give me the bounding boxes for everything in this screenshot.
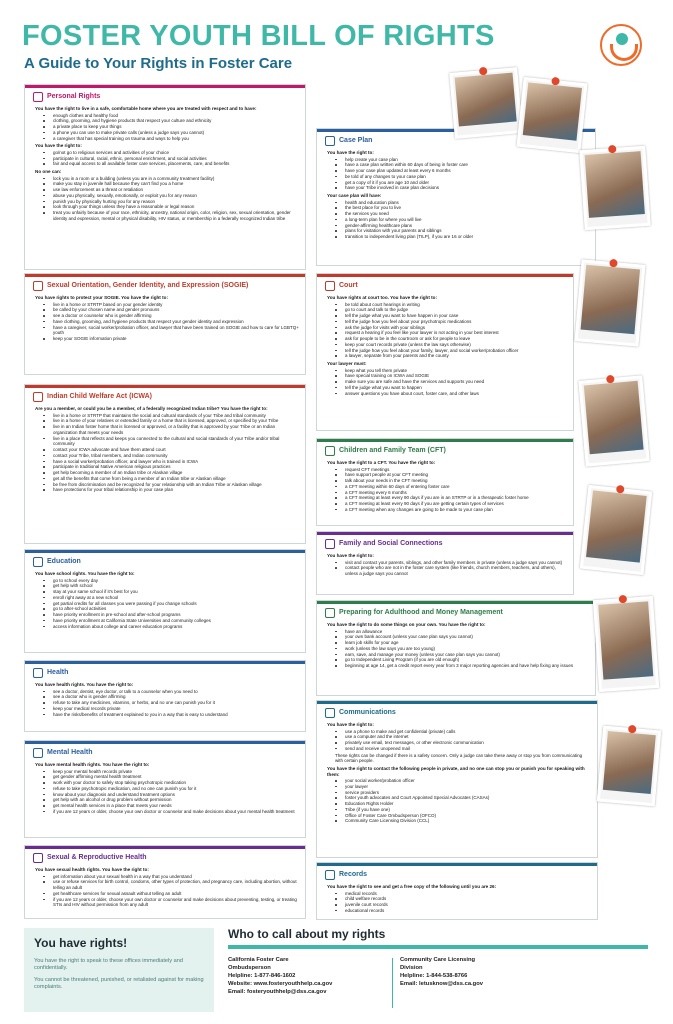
list-item: the services you need xyxy=(331,211,589,217)
list-item: make you stay in juvenile hall because they can't find you a home xyxy=(39,181,299,187)
list-item: get all the benefits that come from being a member of an Indian tribe or Alaskan village xyxy=(39,476,299,482)
section-title: Preparing for Adulthood and Money Management xyxy=(339,608,503,616)
section-title: Family and Social Connections xyxy=(339,539,443,547)
list-item: Community Care Licensing Division (CCL) xyxy=(331,818,591,824)
page-subtitle: A Guide to Your Rights in Foster Care xyxy=(24,55,293,72)
who-to-call-title: Who to call about my rights xyxy=(228,927,386,941)
feather-icon xyxy=(33,392,43,402)
contact-name: Ombudsperson xyxy=(228,965,271,972)
list-item: live in an Indian foster home that is licensed or approved, or a facility that is approved by your Tribe or an Indian organization that meets your needs xyxy=(39,424,299,436)
rights-list xyxy=(331,629,589,669)
contact-name: California Foster Care xyxy=(228,957,289,963)
list-item: service providers xyxy=(331,790,591,796)
list-item: child welfare records xyxy=(331,896,591,902)
list-item: transition to independent living plan (TILP), if you are 16 or older xyxy=(331,234,589,240)
list-item: live in a home of your relatives or extended family or a home that is licensed, approved, or specified by your Tribe xyxy=(39,418,299,424)
section-subheading: You have the right to: xyxy=(327,553,374,558)
gavel-icon xyxy=(325,281,335,291)
mental-health-section xyxy=(24,740,306,838)
rights-list xyxy=(331,729,591,752)
divider xyxy=(228,945,648,949)
list-item: be free from discrimination and be recognized for your relationship with an Indian Tribe or Alaskan village xyxy=(39,482,299,488)
icwa-section xyxy=(24,384,306,544)
divider xyxy=(392,958,393,1008)
section-subheading: Your case plan will have: xyxy=(327,193,382,198)
section-subheading: You have the right to live in a safe, comfortable home where you are treated with respect and to have: xyxy=(35,106,257,111)
list-item: Education Rights Holder xyxy=(331,801,591,807)
list-item: abuse you physically, sexually, emotionally, or exploit you for any reason xyxy=(39,193,299,199)
list-item: go to Independent Living Program (if you are old enough) xyxy=(331,657,589,663)
list-item: juvenile court records xyxy=(331,902,591,908)
book-icon xyxy=(33,557,43,567)
section-title: Records xyxy=(339,870,368,878)
list-item: earn, save, and manage your money (unless your case plan says you cannot) xyxy=(331,652,589,658)
list-item: know about your diagnosis and understand treatment options xyxy=(39,792,299,798)
list-item: have an allowance xyxy=(331,629,589,635)
section-subheading: You have sexual health rights. You have the right to: xyxy=(35,867,149,872)
page-title: FOSTER YOUTH BILL OF RIGHTS xyxy=(22,20,495,52)
list-item: have a social worker/probation officer, and lawyer who is trained in ICWA xyxy=(39,459,299,465)
list-item: enough clothes and healthy food xyxy=(39,113,299,119)
section-title: Court xyxy=(339,281,358,289)
rights-list xyxy=(331,891,591,914)
list-item: work (unless the law says you are too young) xyxy=(331,646,589,652)
youth-photo xyxy=(517,77,588,153)
youth-photo xyxy=(578,375,649,466)
list-item: fair and equal access to all available foster care services, placements, care, and benefits xyxy=(39,161,299,167)
list-item: a CFT meeting every 6 months xyxy=(331,490,567,496)
health-section xyxy=(24,660,306,732)
records-section xyxy=(316,862,598,920)
list-item: participate in cultural, racial, ethnic, personal enrichment, and social activities xyxy=(39,156,299,162)
list-item: a CFT meeting within 60 days of entering foster care xyxy=(331,484,567,490)
list-item: tell the judge how you feel about your family, lawyer, and social worker/probation officer xyxy=(331,348,567,354)
list-item: tell the judge what you want to happen xyxy=(331,385,567,391)
list-item: send and receive unopened mail xyxy=(331,746,591,752)
list-item: go to school every day xyxy=(39,578,299,584)
section-subheading: Are you a member, or could you be a member, of a federally recognized Indian tribe? You have the right to: xyxy=(35,406,268,411)
youth-photo xyxy=(575,259,646,346)
sogie-section xyxy=(24,273,306,375)
youth-photo xyxy=(449,67,522,139)
stethoscope-icon xyxy=(33,668,43,678)
list-item: help create your case plan xyxy=(331,157,589,163)
contact-phone[interactable]: Helpline: 1-877-846-1602 xyxy=(228,973,296,980)
personal-rights-section xyxy=(24,84,306,270)
rights-box-title: You have rights! xyxy=(34,936,128,950)
section-subheading: You have the right to: xyxy=(327,722,374,727)
list-item: a phone you can use to make private calls (unless a judge says you cannot) xyxy=(39,130,299,136)
list-item: keep your medical records private xyxy=(39,706,299,712)
list-item: Tribe (if you have one) xyxy=(331,807,591,813)
phone-icon xyxy=(325,708,335,718)
rights-list xyxy=(331,368,567,397)
rights-list xyxy=(39,689,299,718)
list-item: have special training on ICWA and SOGIE xyxy=(331,373,567,379)
rights-list xyxy=(39,113,299,142)
clipboard-icon xyxy=(325,136,335,146)
logo-icon xyxy=(600,24,642,66)
list-item: get mental health services in a place that meets your needs xyxy=(39,803,299,809)
rights-list xyxy=(39,302,299,342)
rights-list xyxy=(39,150,299,167)
list-item: if you are 12 years or older, choose your own doctor or counselor and make decisions about preventing, testing, or treating STIs and HIV without permission from any adult xyxy=(39,897,299,909)
list-item: be told about court hearings in writing xyxy=(331,302,567,308)
section-title: Children and Family Team (CFT) xyxy=(339,446,446,454)
list-item: have clothing, grooming, and hygiene products that respect your gender identity and expression xyxy=(39,319,299,325)
youth-photo xyxy=(580,485,652,575)
section-title: Education xyxy=(47,557,81,565)
rights-box-text: You have the right to speak to these offices immediately and confidentially. xyxy=(34,958,183,972)
list-item: have priority enrollment at California State Universities and community colleges xyxy=(39,618,299,624)
folder-icon xyxy=(325,870,335,880)
list-item: lock you in a room or a building (unless you are in a community treatment facility) xyxy=(39,176,299,182)
list-item: privately use email, text messages, or other electronic communication xyxy=(331,740,591,746)
list-item: answer questions you have about court, foster care, and other laws xyxy=(331,391,567,397)
youth-photo xyxy=(597,726,661,807)
list-item: get help with school xyxy=(39,583,299,589)
rights-list xyxy=(331,200,589,240)
rights-list xyxy=(331,560,567,577)
list-item: get help with an alcohol or drug problem without permission xyxy=(39,797,299,803)
education-section xyxy=(24,549,306,653)
list-item: contact your ICWA advocate and have them attend court xyxy=(39,447,299,453)
list-item: keep what you tell them private xyxy=(331,368,567,374)
family-connections-section xyxy=(316,531,574,595)
list-item: request CFT meetings xyxy=(331,467,567,473)
list-item: the best place for you to live xyxy=(331,205,589,211)
list-item: treat you unfairly because of your race, ethnicity, ancestry, national origin, color, religion, sex, sexual orientation, gender identity and expression, mental or physical disability, HIV status, or membership in a federally recognized Indian tribe xyxy=(39,210,299,222)
list-item: use a computer and the internet xyxy=(331,734,591,740)
section-subheading: You have health rights. You have the right to: xyxy=(35,682,134,687)
section-title: Communications xyxy=(339,708,396,716)
court-section xyxy=(316,273,574,431)
section-subheading: You have the right to contact the following people in private, and no one can stop you or punish you for speaking with them: xyxy=(327,766,585,777)
list-item: keep your mental health records private xyxy=(39,769,299,775)
list-item: keep your SOGIE information private xyxy=(39,336,299,342)
brain-icon xyxy=(33,748,43,758)
contact-email[interactable]: Email: fosteryouthhelp@dss.ca.gov xyxy=(228,989,327,996)
section-subheading: You have the right to: xyxy=(35,143,82,149)
rights-box-text: You cannot be threatened, punished, or retaliated against for making complaints. xyxy=(34,976,204,990)
section-title: Indian Child Welfare Act (ICWA) xyxy=(47,392,153,400)
list-item: have your case plan updated at least every 6 months xyxy=(331,168,589,174)
rights-list xyxy=(331,778,591,824)
rights-list xyxy=(39,578,299,630)
list-item: keep your court records private (unless the law says otherwise) xyxy=(331,342,567,348)
section-subheading: You have the right to: xyxy=(327,150,374,155)
list-item: plans for visitation with your parents and siblings xyxy=(331,228,589,234)
list-item: use or refuse services for birth control, condoms, other types of protection, and pregnancy care, including abortion, without telling an adult xyxy=(39,879,299,891)
list-item: your own bank account (unless your case plan says you cannot) xyxy=(331,634,589,640)
list-item: get help becoming a member of an Indian tribe or Alaskan village xyxy=(39,470,299,476)
contact-name: Division xyxy=(400,965,423,972)
list-item: get gender affirming mental health treatment xyxy=(39,774,299,780)
list-item: access information about college and career education programs xyxy=(39,624,299,630)
list-item: a caregiver that has special training on trauma and ways to help you xyxy=(39,136,299,142)
list-item: educational records xyxy=(331,908,591,914)
list-item: your lawyer xyxy=(331,784,591,790)
list-item: learn job skills for your age xyxy=(331,640,589,646)
section-subheading: You have the right to see and get a free copy of the following until you are 26: xyxy=(327,884,497,889)
shield-icon xyxy=(33,853,43,863)
section-title: Health xyxy=(47,668,69,676)
list-item: see a doctor or counselor who is gender affirming xyxy=(39,313,299,319)
team-icon xyxy=(325,446,335,456)
list-item: look through your things unless they have a reasonable or legal reason xyxy=(39,204,299,210)
contact-name: Community Care Licensing xyxy=(400,957,476,963)
section-title: Personal Rights xyxy=(47,92,101,100)
list-item: a CFT meeting at least every 90 days if you are getting certain types of services xyxy=(331,501,567,507)
rights-list xyxy=(331,302,567,360)
list-item: get information about your sexual health in a way that you understand xyxy=(39,874,299,880)
contact-website[interactable]: Website: www.fosteryouthhelp.ca.gov xyxy=(228,981,333,988)
section-note: These rights can be changed if there is a safety concern. Only a judge can take these away or stop you from communicating with certain people. xyxy=(335,752,583,764)
list-item: punish you by physically hurting you for any reason xyxy=(39,199,299,205)
list-item: get healthcare services for sexual assault without telling an adult xyxy=(39,891,299,897)
list-item: a long-term plan for where you will live xyxy=(331,217,589,223)
list-item: clothing, grooming, and hygiene products that respect your culture and ethnicity xyxy=(39,118,299,124)
list-item: go to after-school activities xyxy=(39,606,299,612)
list-item: medical records xyxy=(331,891,591,897)
section-subheading: No one can: xyxy=(35,169,62,174)
list-item: refuse to take psychotropic medication, and no one can punish you for it xyxy=(39,786,299,792)
list-item: be called by your chosen name and gender pronouns xyxy=(39,307,299,313)
list-item: if you are 12 years or older, choose your own doctor or counselor and make decisions about your mental health treatment xyxy=(39,809,299,815)
section-subheading: You have rights to protect your SOGIE. You have the right to: xyxy=(35,295,168,300)
list-item: a lawyer, separate from your parents and the county xyxy=(331,353,567,359)
section-subheading: You have rights at court too. You have the right to: xyxy=(327,295,437,300)
you-have-rights-box xyxy=(24,928,214,1012)
cft-section xyxy=(316,438,574,526)
section-title: Sexual Orientation, Gender Identity, and Expression (SOGIE) xyxy=(47,281,249,289)
rights-list xyxy=(331,467,567,513)
section-subheading: You have school rights. You have the right to: xyxy=(35,571,135,576)
list-item: tell the judge what you want to have happen in your case xyxy=(331,313,567,319)
list-item: ask the judge for visits with your siblings xyxy=(331,325,567,331)
list-item: live in a home or STRTP that maintains the social and cultural standards of your Tribe and tribal community xyxy=(39,413,299,419)
list-item: Office of Foster Care Ombudsperson (OFCO) xyxy=(331,813,591,819)
heart-icon xyxy=(33,281,43,291)
list-item: have the risks/benefits of treatment explained to you in a way that is easy to understand xyxy=(39,712,299,718)
list-item: request a hearing if you feel like your lawyer is not acting in your best interest xyxy=(331,330,567,336)
section-title: Mental Health xyxy=(47,748,93,756)
contact-email[interactable]: Email: letusknow@dss.ca.gov xyxy=(400,981,483,988)
list-item: a private place to keep your things xyxy=(39,124,299,130)
list-item: enroll right away at a new school xyxy=(39,595,299,601)
youth-photo xyxy=(593,596,659,692)
list-item: participate in traditional Native American religious practices xyxy=(39,464,299,470)
list-item: contact people who are not in the foster care system (like friends, church members, teachers, and others), unless a judge says you cannot xyxy=(331,565,567,577)
contact-ombudsperson xyxy=(228,956,388,997)
list-item: tell the judge how you feel about your psychotropic medications xyxy=(331,319,567,325)
rights-list xyxy=(39,874,299,909)
person-icon xyxy=(33,92,43,102)
money-icon xyxy=(325,608,335,618)
list-item: see a doctor, dentist, eye doctor, or talk to a counselor when you need to xyxy=(39,689,299,695)
list-item: see a doctor who is gender affirming xyxy=(39,694,299,700)
list-item: a CFT meeting at least every 90 days if you are in an STRTP or in a therapeutic foster home xyxy=(331,495,567,501)
list-item: refuse to take any medicines, vitamins, or herbs, and no one can punish you for it xyxy=(39,700,299,706)
list-item: go to court and talk to the judge xyxy=(331,307,567,313)
list-item: make sure you are safe and have the services and supports you need xyxy=(331,379,567,385)
sexual-health-section xyxy=(24,845,306,919)
list-item: be told of any changes to your case plan xyxy=(331,174,589,180)
list-item: work with your doctor to safely stop taking psychotropic medication xyxy=(39,780,299,786)
list-item: health and education plans xyxy=(331,200,589,206)
list-item: gender-affirming healthcare plans xyxy=(331,223,589,229)
list-item: a CFT meeting when any changes are going to be made to your case plan xyxy=(331,507,567,513)
rights-list xyxy=(39,176,299,222)
list-item: live in a home or STRTP based on your gender identity xyxy=(39,302,299,308)
list-item: beginning at age 14, get a credit report every year from 3 major reporting agencies and have help fixing any issues xyxy=(331,663,589,669)
adulthood-section xyxy=(316,600,596,696)
section-title: Sexual & Reproductive Health xyxy=(47,853,147,861)
youth-photo xyxy=(579,146,650,230)
list-item: get partial credits for all classes you were passing if you change schools xyxy=(39,601,299,607)
list-item: have support people at your CFT meeting xyxy=(331,472,567,478)
list-item: use a phone to make and get confidential (private) calls xyxy=(331,729,591,735)
rights-list xyxy=(39,769,299,815)
rights-list xyxy=(39,413,299,494)
list-item: foster youth advocates and Court Appointed Special Advocates (CASAs) xyxy=(331,795,591,801)
list-item: your social worker/probation officer xyxy=(331,778,591,784)
section-subheading: You have mental health rights. You have the right to: xyxy=(35,762,150,767)
list-item: have priority enrollment in pre-school and after-school programs xyxy=(39,612,299,618)
list-item: have protections for your tribal relationship in your case plan xyxy=(39,487,299,493)
communications-section xyxy=(316,700,598,858)
list-item: use law enforcement as a threat or retaliation xyxy=(39,187,299,193)
list-item: have a caregiver, social worker/probation officer, and lawyer that have been trained on SOGIE and how to care for LGBTQ+ youth xyxy=(39,325,299,337)
list-item: ask for people to be in the courtroom or ask for people to leave xyxy=(331,336,567,342)
list-item: go/not go to religious services and activities of your choice xyxy=(39,150,299,156)
section-subheading: You have the right to do some things on your own. You have the right to: xyxy=(327,622,486,627)
family-icon xyxy=(325,539,335,549)
section-title: Case Plan xyxy=(339,136,373,144)
list-item: talk about your needs in the CFT meeting xyxy=(331,478,567,484)
section-subheading: You have the right to a CFT. You have the right to: xyxy=(327,460,436,465)
contact-ccl xyxy=(400,956,580,988)
list-item: visit and contact your parents, siblings, and other family members in private (unless a judge says you cannot) xyxy=(331,560,567,566)
list-item: have your Tribe involved in case plan decisions xyxy=(331,185,589,191)
list-item: live in a place that reflects and keeps you connected to the cultural and social standards of your Tribe and/or tribal community xyxy=(39,436,299,448)
list-item: stay at your same school if it's best for you xyxy=(39,589,299,595)
list-item: contact your Tribe, tribal members, and Indian community xyxy=(39,453,299,459)
contact-phone[interactable]: Helpline: 1-844-538-8766 xyxy=(400,973,468,980)
rights-list xyxy=(331,157,589,192)
list-item: get a copy of it if you are age 10 and older xyxy=(331,180,589,186)
section-subheading: Your lawyer must: xyxy=(327,361,367,366)
list-item: have a case plan written within 60 days of being in foster care xyxy=(331,162,589,168)
